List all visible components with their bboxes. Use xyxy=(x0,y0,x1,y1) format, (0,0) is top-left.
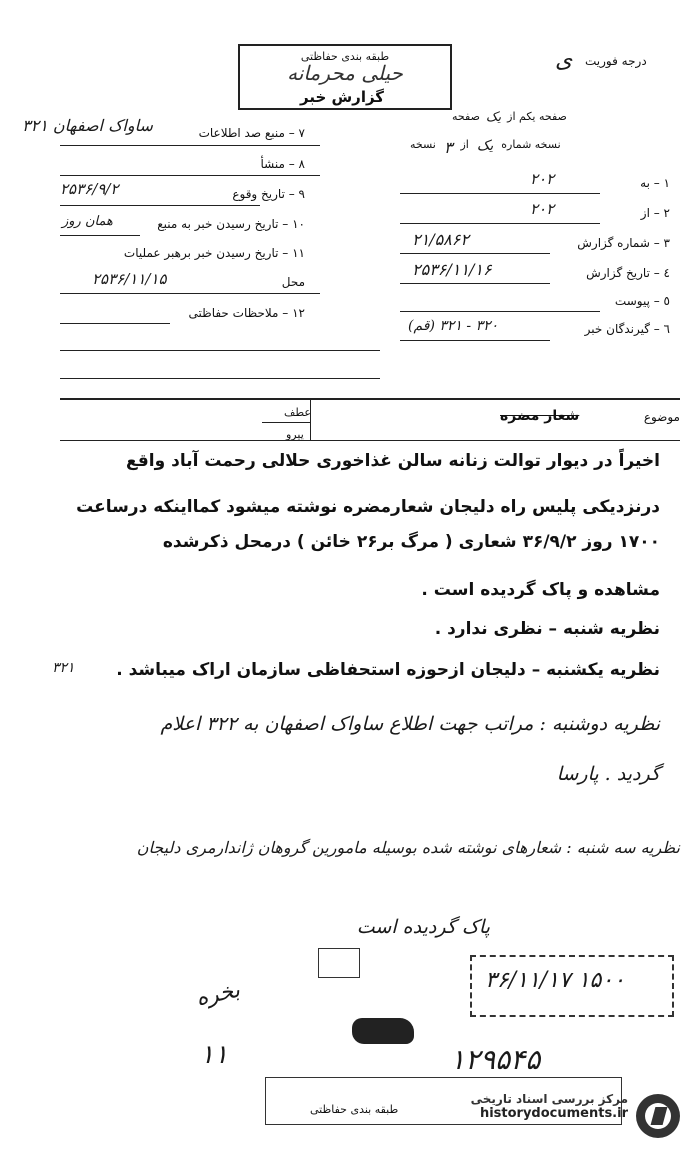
ink-blot-signature xyxy=(352,1018,414,1044)
field-to-value: ۲۰۲ xyxy=(530,170,555,188)
field-security-notes: ۱۲ – ملاحظات حفاظتی xyxy=(188,306,305,320)
copy-label: نسخه شماره xyxy=(501,138,561,151)
handwritten-archive: بخره xyxy=(193,977,243,1012)
field-event-date-value: ۲۵۳۶/۹/۲ xyxy=(60,180,119,198)
classification-label: طبقه بندی حفاظتی xyxy=(300,50,390,63)
priority-value: ی xyxy=(555,48,573,73)
field-from: ۲ – از xyxy=(640,206,670,220)
handwritten-date: ۱۵۰۰ ۳۶/۱۱/۱۷ xyxy=(485,968,625,993)
ref-label: عطف xyxy=(284,406,311,419)
copy-line xyxy=(410,138,561,157)
handwritten-note-tuesday-2: پاک گردیده است xyxy=(356,916,490,938)
field-leader-received: ۱۱ – تاریخ رسیدن خبر برهبر عملیات xyxy=(123,246,305,260)
field-source-received: ۱۰ – تاریخ رسیدن خبر به منبع xyxy=(157,217,305,231)
body-line: نظریه شنبه – نظری ندارد . xyxy=(434,619,660,639)
field-source: ۷ – منبع صد اطلاعات xyxy=(198,126,305,140)
field-report-number: ۳ – شماره گزارش xyxy=(577,236,670,250)
field-location-label: محل xyxy=(281,275,305,289)
handwritten-file-number: ۱۲۹۵۴۵ xyxy=(450,1043,541,1076)
subject-value: شعار مضره xyxy=(500,408,580,424)
page-label: صفحه یکم از xyxy=(507,110,567,123)
body-line: اخیراً در دیوار توالت زنانه سالن غذاخوری حلالی رحمت آباد واقع xyxy=(126,451,660,471)
handwritten-note-tuesday-1: نظریه سه شنبه : شعارهای نوشته شده بوسیله مامورین گروهان ژاندارمری دلیجان xyxy=(136,838,680,857)
field-origin: ۸ – منشأ xyxy=(260,157,305,171)
page-value: یک xyxy=(485,110,502,125)
copy-value: یک xyxy=(476,138,494,154)
field-recipients: ٦ – گیرندگان خبر xyxy=(584,322,670,336)
field-event-date: ۹ – تاریخ وقوع xyxy=(232,187,305,201)
field-source-value: ساواک اصفهان ۳۲۱ xyxy=(22,116,153,135)
field-report-date-value: ۲۵۳۶/۱۱/۱۶ xyxy=(412,260,492,279)
classification-value: حیلی محرمانه xyxy=(287,61,403,85)
report-title: گزارش خبر xyxy=(300,88,385,106)
subject-label: موضوع xyxy=(643,410,680,424)
ref-value: پیرو xyxy=(286,428,304,441)
handwritten-corner-note: ۳۲۱ xyxy=(52,660,75,676)
copy-of-label: از xyxy=(460,138,469,151)
handwritten-note-monday-1: نظریه دوشنبه : مراتب جهت اطلاع ساواک اصفهان به ۳۲۲ اعلام xyxy=(160,713,660,735)
watermark-title: مرکز بررسی اسناد تاریخی xyxy=(470,1092,628,1106)
field-from-value: ۲۰۲ xyxy=(530,200,555,218)
body-line: ۱۷۰۰ روز ۳۶/۹/۲ شعاری ( مرگ بر۲۶ خائن ) درمحل ذکرشده xyxy=(162,532,660,552)
field-report-number-value: ۲۱/۵۸۶۲ xyxy=(412,230,469,249)
body-line: درنزدیکی پلیس راه دلیجان شعارمضره نوشته میشود کمااینکه درساعت xyxy=(76,497,660,517)
copy-suffix: نسخه xyxy=(410,138,436,151)
watermark-logo-icon xyxy=(636,1094,680,1138)
body-line: مشاهده و پاک گردیده است . xyxy=(421,580,660,600)
watermark-url: historydocuments.ir xyxy=(479,1106,628,1121)
field-to: ۱ – به xyxy=(640,176,670,190)
page-suffix: صفحه xyxy=(452,110,480,123)
small-stamp xyxy=(318,948,360,978)
footer-classification: طبقه بندی حفاظتی xyxy=(310,1103,399,1116)
field-source-received-value: همان روز xyxy=(62,214,113,229)
copy-of-value: ۳ xyxy=(443,138,453,157)
field-recipients-value: ۳۲۰ - ۳۲۱ (قم) xyxy=(408,318,499,334)
field-attachment: ٥ – پیوست xyxy=(614,294,670,308)
watermark xyxy=(410,1092,628,1121)
page-line xyxy=(452,110,567,125)
handwritten-note-monday-2: گردید . پارسا xyxy=(556,763,660,785)
priority-label: درجه فوریت xyxy=(585,54,647,68)
body-line: نظریه یکشنبه – دلیجان ازحوزه استحفاظی سازمان اراک میباشد . xyxy=(116,660,660,680)
field-location-value: ۲۵۳۶/۱۱/۱۵ xyxy=(92,270,167,288)
handwritten-page-mark: ۱۱ xyxy=(200,1040,228,1070)
field-report-date: ٤ – تاریخ گزارش xyxy=(586,266,670,280)
